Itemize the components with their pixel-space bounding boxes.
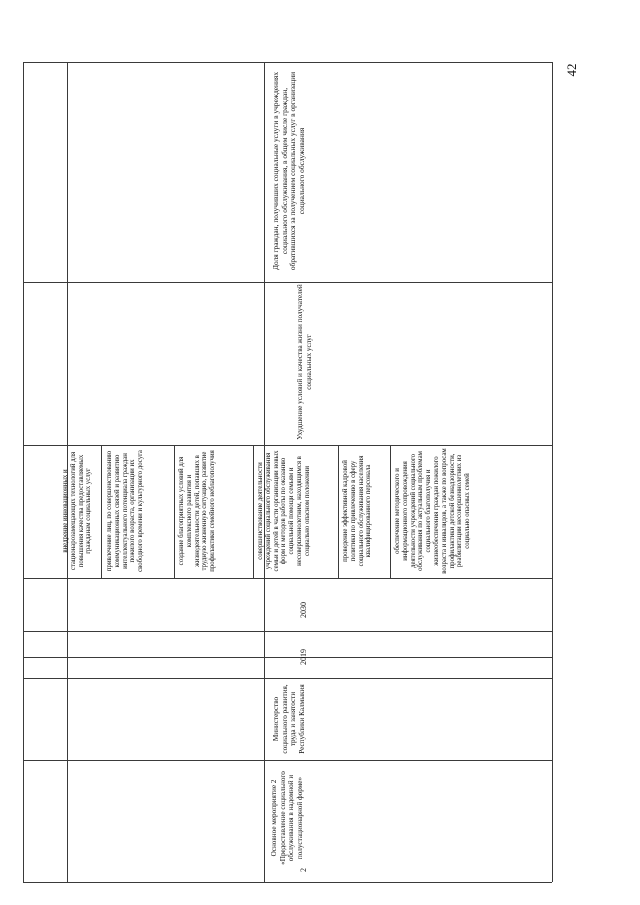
measure-sep — [338, 445, 339, 578]
measure-item: обеспечение методического и информационного сопровождения деятельности учреждений социального обслуживания по актуальным проблемам социального благополучия и жизнеобеспечения граждан пожилого возраста и инвалидов, а также по вопросам профилактики детской безнадзорности, реабилитации несовершеннолетних из социально опасных семей — [394, 448, 472, 574]
col-line — [23, 62, 24, 882]
executor: Министерство социального развития, труда и занятости Республики Калмыкия — [272, 684, 306, 754]
measure-item: создание благоприятных условий для комплексного развития и жизнедеятельности детей, попавших в трудную жизненную ситуацию, развитие профилактики семейного неблагополучия — [178, 450, 217, 572]
measure-sep — [390, 445, 391, 578]
row-line — [23, 760, 552, 761]
year-start: 2019 — [299, 649, 308, 665]
row-line — [23, 282, 552, 283]
result: Ухудшение условий и качества жизни получателей социальных услуг — [296, 284, 313, 440]
measure-sep — [253, 445, 254, 578]
row-line — [23, 882, 552, 883]
measure-sep — [174, 445, 175, 578]
indicator: Доля граждан, получивших социальные услуги в учреждениях социального обслуживания, в общем числе граждан, обратившихся за получением социальных услуг в организации социального обслуживания — [271, 71, 306, 271]
row-line — [23, 631, 552, 632]
measure-item: внедрение инновационных и стационарозамещающих технологий для повышения качества предоставляемых гражданам социальных услуг — [62, 451, 93, 571]
measure-item: совершенствование деятельности учреждений социального обслуживания семьи и детей в части организации новых форм и методов работы по оказанию социальной помощи семьям и несовершеннолетним, находящимся в социально опасном положении — [257, 450, 311, 572]
row-line — [23, 62, 552, 63]
row-line — [23, 578, 552, 579]
row-number: 2 — [299, 868, 308, 872]
measure-sep — [101, 445, 102, 578]
measure-item: привлечение лиц, по совершенствованию коммуникационных связей и развитию интеллектуального потенциала граждан пожилого возраста, организации их свободного времени и культурного досуга — [106, 450, 145, 572]
page-number: 42 — [564, 63, 579, 77]
row-line — [23, 678, 552, 679]
col-line — [552, 62, 553, 882]
measure-item: проведение эффективной кадровой политики по привлечению в сферу социального обслуживания населения квалифицированного персонала — [342, 455, 373, 567]
row-line — [23, 657, 552, 658]
event-name: Основное мероприятие 2 «Предоставление социального обслуживания в надомной и полустационарной форме» — [270, 771, 304, 865]
row-line — [23, 445, 552, 446]
year-end: 2030 — [299, 602, 308, 618]
